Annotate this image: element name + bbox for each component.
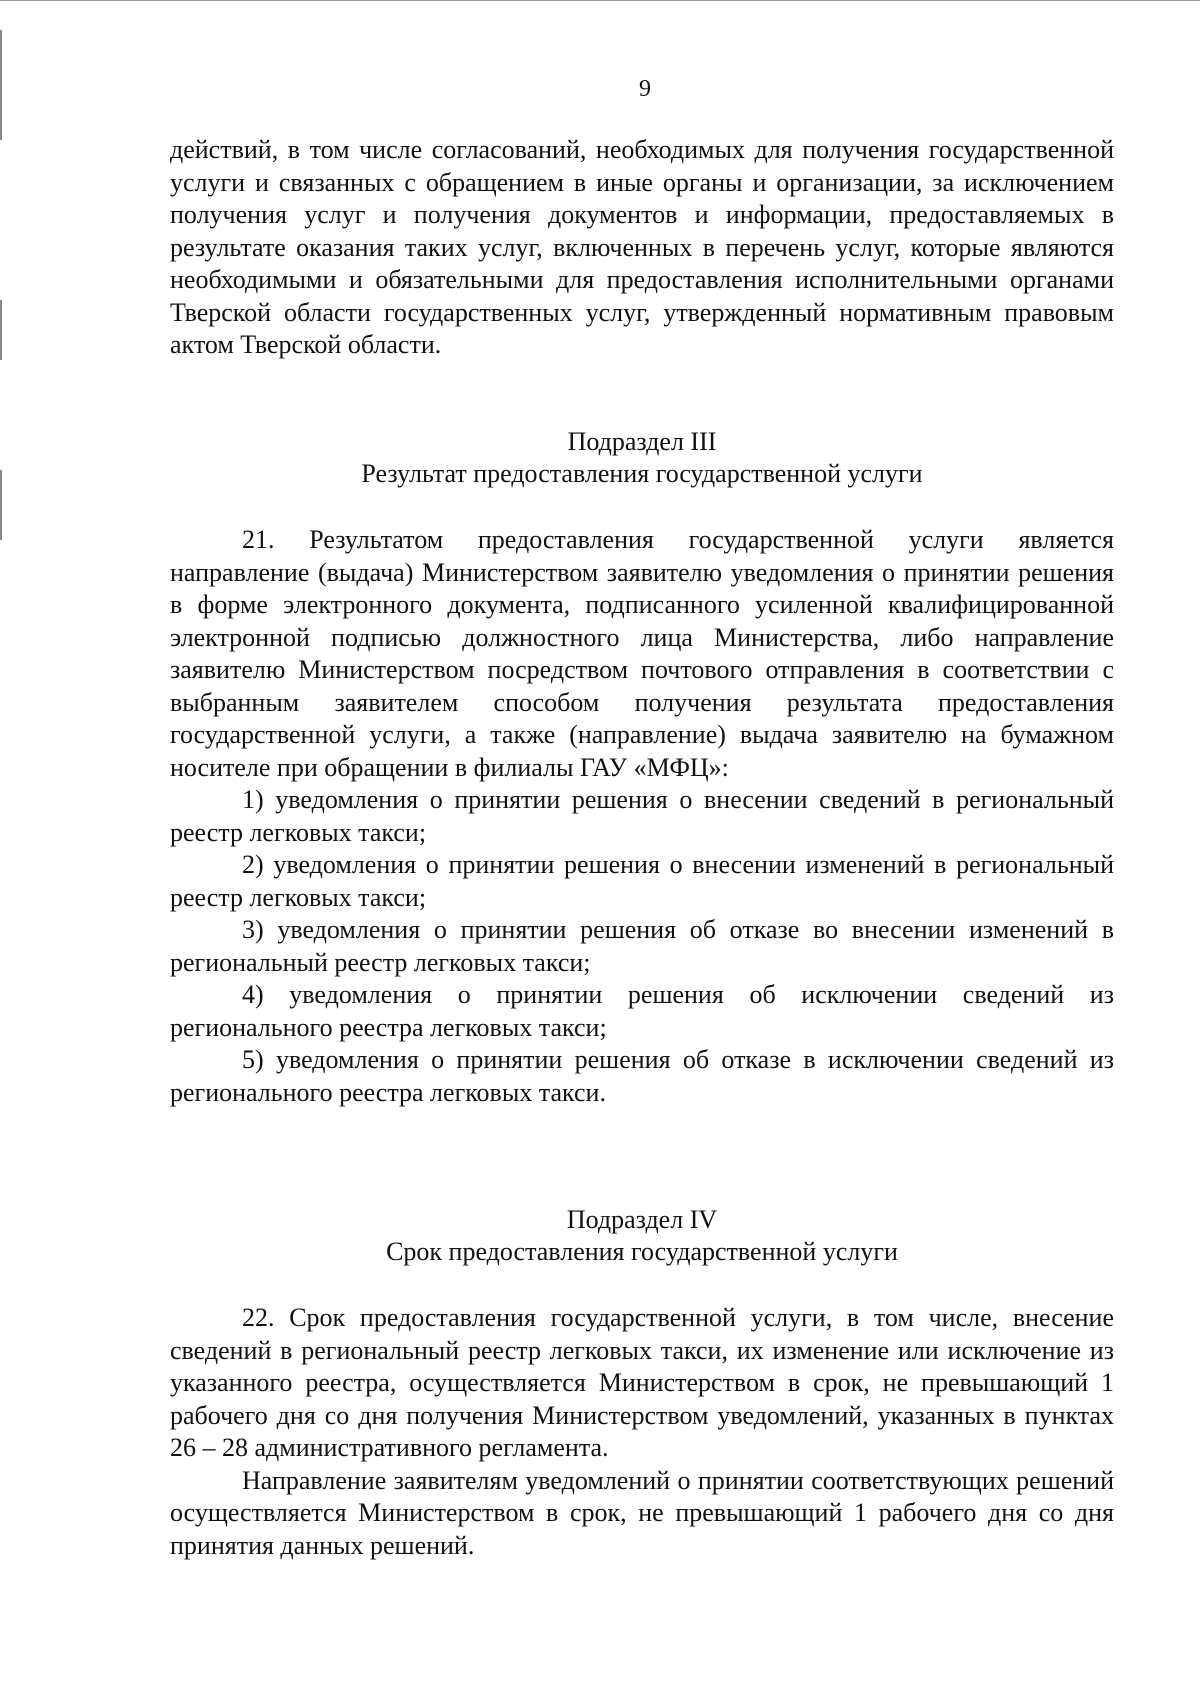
- intro-paragraph: действий, в том числе согласований, необходимых для получения государственной услуги и связанных с обращением в иные органы и организации, за исключением получения услуг и получения документов и информации, предоставляемых в результате оказания таких услуг, включенных в перечень услуг, которые являются необходимыми и обязательными для предоставления исполнительными органами Тверской области государственных услуг, утвержденный нормативным правовым актом Тверской области.: [170, 135, 1114, 359]
- page-number: 9: [639, 76, 651, 102]
- intro-text-block: [170, 134, 1114, 362]
- paragraph-22: 22. Срок предоставления государственной услуги, в том числе, внесение сведений в региональный реестр легковых такси, их изменение или исключение из указанного реестра, осуществляется Министерством в срок, не превышающий 1 рабочего дня со дня получения Министерством уведомлений, указанных в пунктах 26 – 28 административного регламента.: [170, 1303, 1114, 1462]
- section-3-title: Результат предоставления государственной услуги: [361, 459, 923, 488]
- section-3-label: Подраздел III: [567, 427, 717, 456]
- result-item: 1) уведомления о принятии решения о внесении сведений в региональный реестр легковых такси;: [170, 785, 1114, 847]
- scan-edge-mark: [0, 470, 2, 540]
- result-item: 5) уведомления о принятии решения об отказе в исключении сведений из регионального реестра легковых такси.: [170, 1045, 1114, 1107]
- section-4-title: Срок предоставления государственной услуги: [386, 1237, 898, 1266]
- section-4-label: Подраздел IV: [566, 1205, 718, 1234]
- scan-edge-mark: [0, 300, 2, 360]
- result-item: 2) уведомления о принятии решения о внесении изменений в региональный реестр легковых такси;: [170, 850, 1114, 912]
- paragraph-notice: Направление заявителям уведомлений о принятии соответствующих решений осуществляется Министерством в срок, не превышающий 1 рабочего дня со дня принятия данных решений.: [170, 1465, 1114, 1560]
- paragraph-21: 21. Результатом предоставления государственной услуги является направление (выдача) Министерством заявителю уведомления о принятии решения в форме электронного документа, подписанного усиленной квалифицированной электронной подписью должностного лица Министерства, либо направление заявителю Министерством посредством почтового отправления в соответствии с выбранным заявителем способом получения результата предоставления государственной услуги, а также (направление) выдача заявителю на бумажном носителе при обращении в филиалы ГАУ «МФЦ»:: [170, 525, 1114, 782]
- section-3-body: [170, 524, 1114, 1109]
- result-item: 4) уведомления о принятии решения об исключении сведений из регионального реестра легковых такси;: [170, 980, 1114, 1042]
- section-3-heading: [170, 426, 1114, 490]
- section-4-body: [170, 1302, 1114, 1562]
- section-4-heading: [170, 1204, 1114, 1268]
- result-item: 3) уведомления о принятии решения об отказе во внесении изменений в региональный реестр легковых такси;: [170, 915, 1114, 977]
- scan-top-edge: [0, 0, 1200, 1]
